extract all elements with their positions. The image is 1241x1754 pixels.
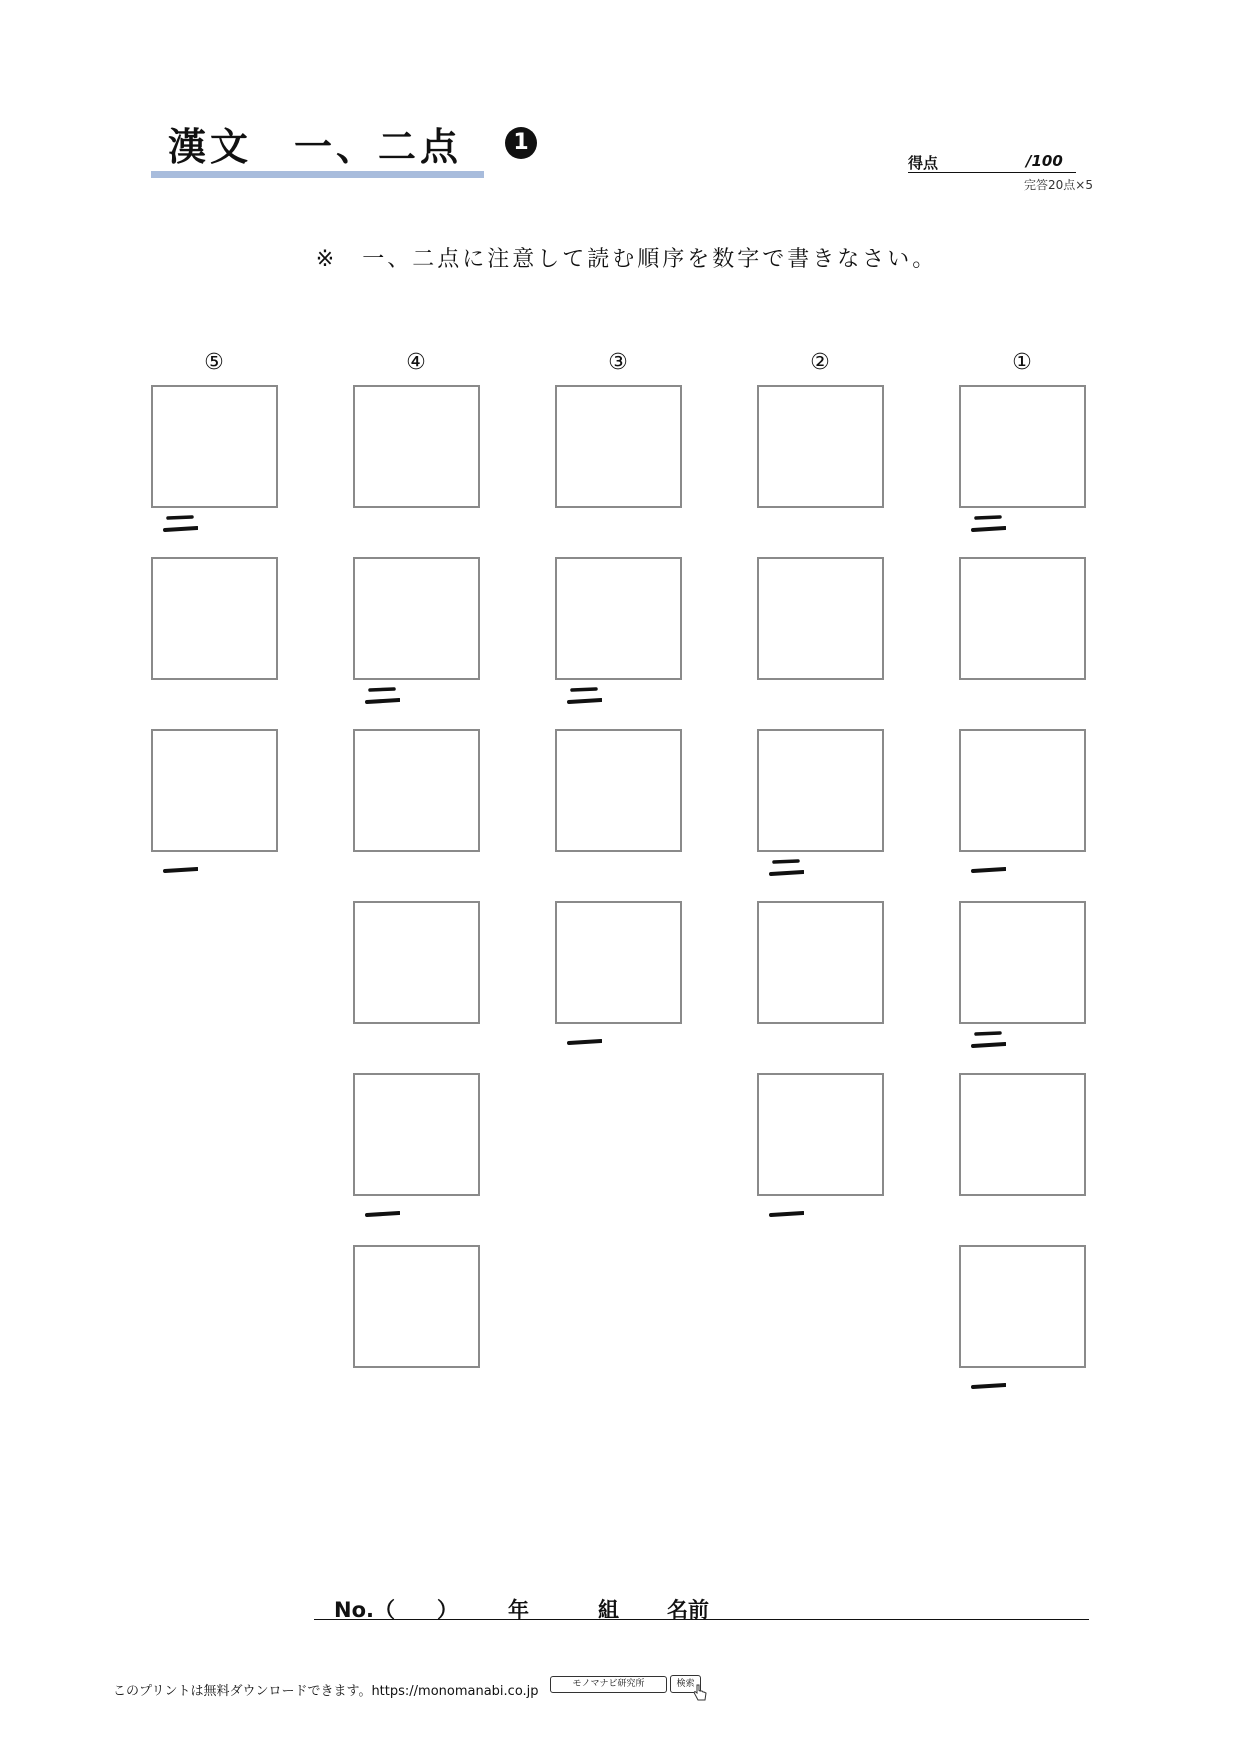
ichi-mark xyxy=(364,1197,400,1227)
footer-class-label: 組 xyxy=(598,1598,619,1622)
hand-pointer-icon xyxy=(692,1684,708,1706)
answer-box[interactable] xyxy=(353,385,480,508)
search-box[interactable]: モノマナビ研究所 xyxy=(550,1676,667,1693)
ichi-mark xyxy=(768,1197,804,1227)
page-title: 漢文 一、二点 xyxy=(168,125,463,169)
question-label: ③ xyxy=(608,350,628,375)
instruction-text: ※ 一、二点に注意して読む順序を数字で書きなさい。 xyxy=(315,247,938,272)
answer-box[interactable] xyxy=(353,1245,480,1368)
answer-box[interactable] xyxy=(959,385,1086,508)
worksheet-number-badge: 1 xyxy=(505,127,537,159)
answer-box[interactable] xyxy=(151,385,278,508)
score-field xyxy=(908,152,1076,173)
promo-text: このプリントは無料ダウンロードできます。https://monomanabi.co.jp xyxy=(113,1684,539,1699)
question-label: ④ xyxy=(406,350,426,375)
score-label: 得点 xyxy=(908,154,939,172)
ichi-mark xyxy=(970,1369,1006,1399)
ichi-mark xyxy=(566,1025,602,1055)
answer-box[interactable] xyxy=(959,557,1086,680)
ni-mark xyxy=(162,509,198,539)
ni-mark xyxy=(768,853,804,883)
answer-box[interactable] xyxy=(959,901,1086,1024)
answer-box[interactable] xyxy=(757,1073,884,1196)
answer-box[interactable] xyxy=(151,557,278,680)
answer-box[interactable] xyxy=(757,729,884,852)
footer-no-label: No.（ ） xyxy=(334,1598,458,1622)
ni-mark xyxy=(566,681,602,711)
score-max: /100 xyxy=(1026,152,1063,170)
ni-mark xyxy=(970,509,1006,539)
search-button[interactable]: 検索 xyxy=(670,1675,701,1693)
answer-box[interactable] xyxy=(555,901,682,1024)
answer-box[interactable] xyxy=(353,1073,480,1196)
question-label: ① xyxy=(1012,350,1032,375)
answer-box[interactable] xyxy=(757,557,884,680)
question-label: ② xyxy=(810,350,830,375)
answer-box[interactable] xyxy=(353,729,480,852)
answer-box[interactable] xyxy=(555,385,682,508)
question-label: ⑤ xyxy=(204,350,224,375)
answer-box[interactable] xyxy=(959,1245,1086,1368)
ni-mark xyxy=(970,1025,1006,1055)
ichi-mark xyxy=(162,853,198,883)
answer-box[interactable] xyxy=(959,729,1086,852)
answer-box[interactable] xyxy=(151,729,278,852)
answer-box[interactable] xyxy=(353,557,480,680)
answer-box[interactable] xyxy=(353,901,480,1024)
answer-box[interactable] xyxy=(959,1073,1086,1196)
answer-box[interactable] xyxy=(555,557,682,680)
title-underline xyxy=(151,171,484,178)
ni-mark xyxy=(364,681,400,711)
answer-box[interactable] xyxy=(555,729,682,852)
score-note: 完答20点×5 xyxy=(1024,178,1093,192)
footer-year-label: 年 xyxy=(508,1598,529,1622)
answer-box[interactable] xyxy=(757,901,884,1024)
footer-name-label: 名前 xyxy=(667,1598,709,1622)
answer-box[interactable] xyxy=(757,385,884,508)
ichi-mark xyxy=(970,853,1006,883)
